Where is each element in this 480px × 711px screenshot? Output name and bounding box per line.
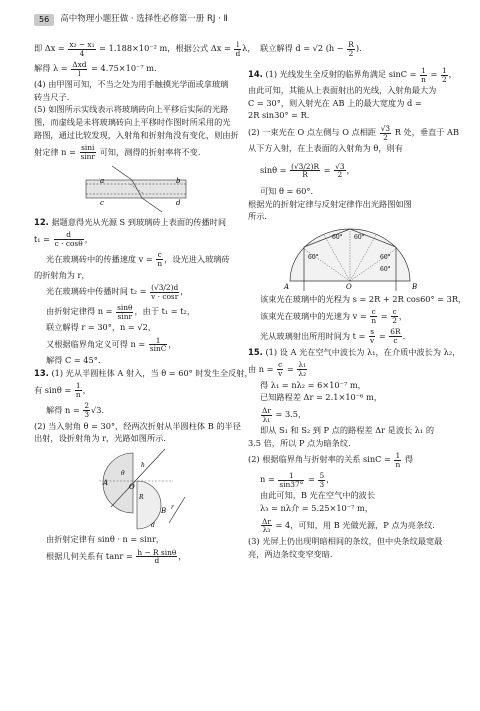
text-line: 由折射定律有 sinθ · n = sinr， xyxy=(46,534,165,545)
text-line xyxy=(248,155,452,185)
denominator: λ₁ xyxy=(262,414,271,424)
text-line: 联立解得 r = 30°，n = √2， xyxy=(46,322,156,333)
numerator: c xyxy=(371,307,376,317)
text-line xyxy=(34,249,238,269)
denominator: n xyxy=(157,259,163,269)
fraction xyxy=(290,163,320,180)
text-span: . xyxy=(402,330,406,341)
denominator: v · cosr xyxy=(151,291,179,301)
label-c: c xyxy=(100,198,104,207)
label-b: b xyxy=(176,176,181,185)
label-B: B xyxy=(161,507,167,516)
text-span: 可知，测得的折射率将不变. xyxy=(96,146,201,157)
denominator: d xyxy=(154,556,160,566)
numerator: 1 xyxy=(75,381,81,391)
text-span: (1) 光从半圆柱体 A 射入，当 θ = 60° 时发生全反射， xyxy=(51,367,253,378)
denominator: v xyxy=(370,336,375,346)
text-span: ， xyxy=(84,233,93,244)
text-span: = 4.75×10⁻⁷ m. xyxy=(88,63,157,73)
fraction xyxy=(278,472,304,489)
text-line xyxy=(34,142,238,162)
fraction xyxy=(389,328,401,345)
fraction xyxy=(347,41,355,58)
fraction xyxy=(391,308,398,325)
denominator: 4 xyxy=(79,48,85,58)
text-line xyxy=(34,216,238,229)
denominator: sin37° xyxy=(279,479,304,489)
denominator: 3 xyxy=(84,410,90,420)
text-line: 图，而虚线是未将玻璃砖向上平移时作图时所采用的光 xyxy=(34,117,231,128)
denominator: v xyxy=(278,369,283,379)
text-line xyxy=(34,334,238,354)
denominator: λ₃ xyxy=(262,525,271,535)
label-B: B xyxy=(412,282,418,291)
text-line xyxy=(248,38,452,58)
fraction xyxy=(156,251,163,268)
label-O: O xyxy=(346,282,352,291)
numerator: 1 xyxy=(441,65,447,75)
text-span: (1) 光线发生全反射的临界角满足 sinC = xyxy=(265,69,420,79)
numerator: √3 xyxy=(380,123,391,133)
text-span: ， xyxy=(82,384,91,395)
text-line xyxy=(248,122,459,142)
text-span: 据题意得光从光源 S 到玻璃砖上表面的传播时间 xyxy=(51,216,227,227)
numerator: h − R sinθ xyxy=(137,547,177,557)
text-line: 路图，通过比较发现，入射角和折射角没有变化，则由折 xyxy=(34,129,239,140)
glass-brick-diagram xyxy=(76,164,196,214)
question-number: 13. xyxy=(34,367,49,378)
text-line: 该束光在玻璃中的光程为 s = 2R + 2R cos60° = 3R， xyxy=(260,293,467,304)
denominator: 2 xyxy=(337,170,343,180)
emergent-ray xyxy=(142,198,162,212)
text-line xyxy=(248,449,452,469)
denominator: l xyxy=(78,68,81,78)
fraction xyxy=(150,284,179,301)
text-line: 从下方入射，在上表面的入射角为 θ，则有 xyxy=(248,143,403,154)
text-line: λ₃ = nλ介 = 5.25×10⁻⁷ m， xyxy=(260,503,373,514)
numerator: 1 xyxy=(149,337,168,346)
text-span: 联立解得 d = √2 (h − xyxy=(260,43,347,53)
text-span: 根据几何关系有 tanr = xyxy=(46,550,136,561)
text-span: = xyxy=(427,69,440,79)
angle-label: 60° xyxy=(380,253,391,261)
text-line: 3.5 倍，所以 P 点为暗条纹. xyxy=(248,437,351,448)
fraction xyxy=(116,304,133,321)
text-line xyxy=(248,404,452,424)
text-line xyxy=(248,326,452,346)
text-span: ， xyxy=(398,310,408,321)
fraction xyxy=(297,361,307,378)
numerator: 1 xyxy=(421,65,426,75)
text-span: 射定律 n = xyxy=(34,146,79,157)
text-span: 得 xyxy=(402,454,414,465)
numerator: Δr xyxy=(262,516,271,526)
label-R: R xyxy=(139,494,144,502)
text-line: (3) 光屏上仍出现明暗相间的条纹，但中央条纹最宽最 xyxy=(248,535,443,546)
text-span: = xyxy=(305,474,318,485)
text-span: (2) 根据临界角与折射率的关系 sinC = xyxy=(248,454,394,465)
text-span: = xyxy=(378,310,391,321)
text-line: 根据光的折射定律与反射定律作出光路图如图 xyxy=(248,198,412,209)
numerator: (√3/2)d xyxy=(151,282,179,292)
page-header xyxy=(34,12,454,28)
text-line: (2) 当入射角 θ = 30°，经两次折射从半圆柱体 B 的半径 xyxy=(34,420,241,431)
text-span: 由 n = xyxy=(248,363,277,374)
text-line xyxy=(34,281,238,301)
numerator: l xyxy=(234,41,241,50)
denominator: 2 xyxy=(383,132,388,142)
text-span: = xyxy=(321,164,334,175)
fraction xyxy=(277,361,283,378)
fraction xyxy=(83,402,90,419)
denominator: λ₂ xyxy=(298,369,307,379)
numerator: 1 xyxy=(395,451,401,461)
text-line xyxy=(34,400,238,420)
text-line: 可知 θ = 60°. xyxy=(260,185,314,196)
denominator: c xyxy=(393,336,398,346)
text-span: ， xyxy=(448,69,457,79)
text-line xyxy=(34,229,238,249)
text-span: ，设光进入玻璃砖 xyxy=(164,253,230,264)
denominator: sinr xyxy=(117,311,132,321)
fraction xyxy=(80,144,96,161)
text-span: 该束光在玻璃中的光速为 v = xyxy=(260,310,370,321)
numerator: c xyxy=(278,360,283,370)
text-line: 由此可知，B 光在空气中的波长 xyxy=(260,490,376,501)
label-a: a xyxy=(100,176,105,185)
denominator: 2 xyxy=(441,74,447,84)
text-span: = xyxy=(376,330,389,341)
fraction xyxy=(234,41,241,58)
denominator: n xyxy=(421,74,426,84)
right-column xyxy=(248,38,467,560)
semicircle-figure xyxy=(248,225,452,291)
book-title: 高中物理小题狂做 · 选择性必修第一册 RJ · Ⅱ xyxy=(60,14,228,25)
numerator: λ₁ xyxy=(298,360,307,370)
label-theta: θ xyxy=(121,470,125,478)
text-span: ， xyxy=(180,286,189,297)
fraction xyxy=(334,163,345,180)
label-A: A xyxy=(284,282,290,291)
text-line xyxy=(248,346,461,359)
angle-label: 60° xyxy=(354,233,365,241)
text-line xyxy=(34,380,238,400)
fraction xyxy=(261,518,272,535)
text-span: 光从玻璃射出所用时间为 t = xyxy=(260,330,369,341)
denominator: 2 xyxy=(392,316,397,326)
text-line xyxy=(248,359,452,379)
text-span: 解得 λ = xyxy=(34,63,71,73)
text-line xyxy=(34,546,238,566)
page-number: 56 xyxy=(34,14,54,26)
text-line: 已知路程差 Δr = 2.1×10⁻⁶ m， xyxy=(260,392,382,403)
numerator: √3 xyxy=(335,161,345,171)
label-O: O xyxy=(129,483,135,492)
text-line xyxy=(248,64,457,84)
text-line xyxy=(34,367,253,380)
text-span: (1) 设 A 光在空气中波长为 λ₁，在介质中波长为 λ₂， xyxy=(265,346,461,357)
fraction xyxy=(394,452,401,469)
denominator: d xyxy=(235,48,241,58)
denominator: n xyxy=(395,459,401,469)
text-span: 又根据临界角定义可得 n = xyxy=(46,338,148,349)
fraction xyxy=(136,549,177,566)
label-h: h xyxy=(141,462,145,470)
numerator: x₂ − x₁ xyxy=(69,39,95,49)
fraction xyxy=(68,41,95,58)
fraction xyxy=(261,407,272,424)
text-span: sinθ = xyxy=(260,164,290,175)
text-span: n = xyxy=(260,474,278,485)
text-line xyxy=(34,58,238,78)
half-cylinder-diagram xyxy=(81,447,191,531)
text-span: ，由于 t₁ = t₂， xyxy=(134,306,196,317)
text-line: 亮，两边条纹变窄变暗. xyxy=(248,548,333,559)
semicircle-diagram xyxy=(280,225,420,291)
denominator: 3 xyxy=(319,479,325,489)
text-span: √3. xyxy=(91,404,105,415)
text-span: = xyxy=(284,363,297,374)
numerator: c xyxy=(157,250,162,260)
text-span: 光在玻璃砖中传播时间 t₂ = xyxy=(46,286,150,297)
text-span: ). xyxy=(355,43,362,53)
numerator: c xyxy=(392,307,397,317)
denominator: n xyxy=(75,390,81,400)
text-span: ， xyxy=(168,338,177,349)
label-r: r xyxy=(171,504,174,512)
denominator: n xyxy=(371,316,377,326)
text-line: 砖当尺子. xyxy=(34,91,70,102)
text-span: = 1.188×10⁻² m，根据公式 Δx = xyxy=(96,43,234,53)
half-cylinder-b xyxy=(137,481,161,529)
angle-label: 60° xyxy=(332,233,343,241)
denominator: sinr xyxy=(80,152,95,162)
denominator: 2 xyxy=(348,48,354,58)
denominator: R xyxy=(302,170,308,180)
text-line: C = 30°，则入射光在 AB 上的最大宽度为 d = xyxy=(248,97,422,108)
text-line xyxy=(248,306,452,326)
question-number: 12. xyxy=(34,216,49,227)
text-line xyxy=(34,38,256,58)
numerator: sinθ xyxy=(117,302,133,312)
text-span: 由折射定律得 n = xyxy=(46,306,116,317)
text-span: 解得 n = xyxy=(46,404,83,415)
text-span: R 处，垂直于 AB xyxy=(392,127,459,138)
fraction xyxy=(370,308,377,325)
numerator: 6R xyxy=(390,327,401,337)
text-span: ， xyxy=(178,550,187,561)
text-span: = 3.5， xyxy=(272,409,307,420)
text-span: t₁ = xyxy=(34,233,53,244)
angle-label: 60° xyxy=(380,265,391,273)
glass-brick-figure xyxy=(34,164,238,214)
text-line xyxy=(34,301,238,321)
label-d: d xyxy=(176,198,181,207)
question-number: 14. xyxy=(248,69,263,79)
fraction xyxy=(149,337,168,354)
text-span: 即 Δx = xyxy=(34,43,68,53)
fraction xyxy=(75,382,82,399)
denominator: c · cosθ xyxy=(54,239,83,249)
numerator: Δxd xyxy=(72,59,87,69)
numerator: s xyxy=(370,327,375,337)
text-line: 2R sin30° = R. xyxy=(248,110,310,121)
text-span: λ， xyxy=(242,43,256,53)
fraction xyxy=(441,67,448,84)
text-line: 出射，设折射角为 r，光路如图所示. xyxy=(34,433,166,444)
text-span: ， xyxy=(346,164,355,175)
fraction xyxy=(54,231,84,248)
text-line: 解得 C = 45°. xyxy=(46,354,101,365)
numerator: 5 xyxy=(319,471,325,481)
numerator: 2 xyxy=(84,401,90,411)
text-span: 有 sinθ = xyxy=(34,384,74,395)
text-span: 光在玻璃砖中的传播速度 v = xyxy=(46,253,156,264)
incident-ray xyxy=(112,166,132,180)
fraction xyxy=(420,67,427,84)
text-line: (5) 如图所示实线表示将玻璃砖向上平移后实际的光路 xyxy=(34,104,229,115)
numerator: Δr xyxy=(262,405,271,415)
text-line: 得 λ₁ = nλ₂ = 6×10⁻⁷ m， xyxy=(260,379,366,390)
angle-label: 60° xyxy=(308,253,319,261)
text-line: 所示. xyxy=(248,211,267,222)
text-span: = 4，可知，用 B 光做光源，P 点为亮条纹. xyxy=(272,519,435,530)
text-line: 由此可知，其能从上表面射出的光线，入射角最大为 xyxy=(248,85,437,95)
fraction xyxy=(380,125,391,142)
text-line: 即从 S₁ 和 S₂ 到 P 点的路程差 Δr 是波长 λ₁ 的 xyxy=(260,425,435,436)
fraction xyxy=(71,61,87,78)
numerator: (√3/2)R xyxy=(291,161,320,171)
numerator: d xyxy=(54,231,84,240)
text-line: 的折射角为 r， xyxy=(34,269,90,280)
label-d: d xyxy=(151,522,155,530)
half-cylinder-figure xyxy=(34,447,238,531)
numerator: 1 xyxy=(278,472,304,481)
fraction xyxy=(318,472,325,489)
label-A: A xyxy=(103,479,109,488)
numerator: sini xyxy=(81,143,95,153)
text-span: (2) 一束光在 O 点左侧与 O 点相距 xyxy=(248,127,379,138)
question-number: 15. xyxy=(248,346,263,357)
text-line xyxy=(248,515,452,535)
text-line xyxy=(248,469,452,489)
text-line: (4) 由甲图可知，不当之处为用手触摸光学面或拿玻璃 xyxy=(34,79,229,89)
fraction xyxy=(369,328,375,345)
text-span: ， xyxy=(326,474,335,485)
numerator: R xyxy=(348,39,354,49)
denominator: sinC xyxy=(149,344,167,354)
